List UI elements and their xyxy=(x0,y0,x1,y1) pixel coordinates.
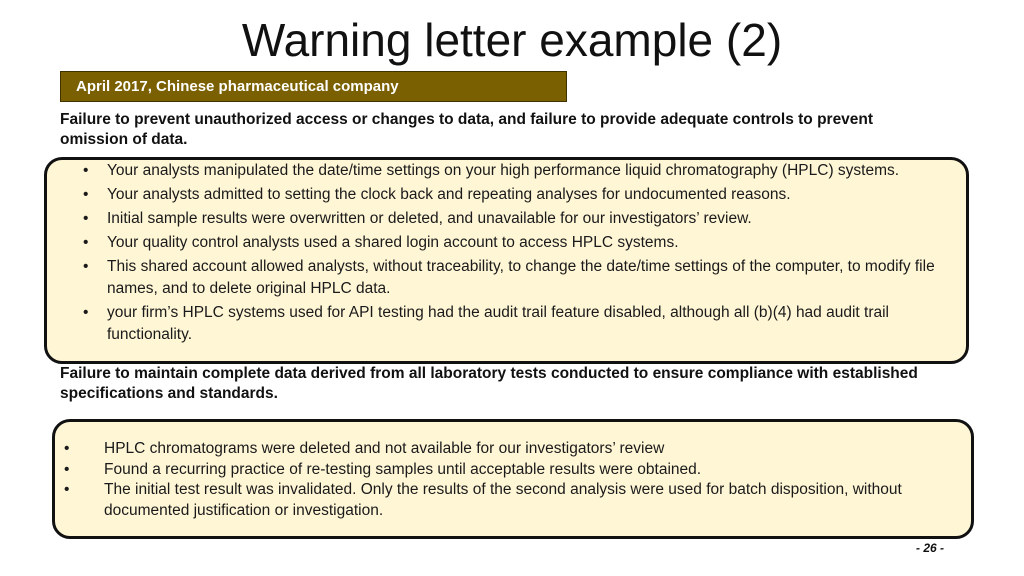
section1-heading: Failure to prevent unauthorized access or changes to data, and failure to provide adequate controls to prevent omission of data. xyxy=(60,111,874,148)
list-item xyxy=(64,460,944,481)
bullet-text: Your analysts admitted to setting the clock back and repeating analyses for undocumented reasons. xyxy=(107,186,791,203)
bullet-icon: • xyxy=(83,234,89,251)
section1-bullet-list xyxy=(80,160,950,348)
list-item xyxy=(64,480,944,521)
bullet-icon: • xyxy=(83,258,89,275)
bullet-icon: • xyxy=(64,481,70,498)
bullet-text: Initial sample results were overwritten or deleted, and unavailable for our investigators’ review. xyxy=(107,210,752,227)
bullet-icon: • xyxy=(64,440,70,457)
section2-bullet-list xyxy=(64,439,944,521)
slide-title: Warning letter example (2) xyxy=(241,14,783,66)
list-item xyxy=(80,232,950,254)
section2-heading: Failure to maintain complete data derived from all laboratory tests conducted to ensure compliance with established specifications and standards. xyxy=(60,365,918,402)
list-item xyxy=(80,302,950,346)
list-item xyxy=(80,256,950,300)
bullet-text: Found a recurring practice of re-testing samples until acceptable results were obtained. xyxy=(104,460,702,478)
company-date-banner: April 2017, Chinese pharmaceutical company xyxy=(60,71,567,102)
bullet-text: HPLC chromatograms were deleted and not available for our investigators’ review xyxy=(104,440,665,457)
bullet-icon: • xyxy=(83,162,89,179)
bullet-icon: • xyxy=(64,460,70,478)
page-number: - 26 - xyxy=(915,541,944,555)
bullet-text: This shared account allowed analysts, without traceability, to change the date/time settings of the computer, to modify file names, and to delete original HPLC data. xyxy=(107,258,935,297)
bullet-text: The initial test result was invalidated. Only the results of the second analysis were used for batch disposition, without documented justification or investigation. xyxy=(104,481,902,519)
list-item xyxy=(80,208,950,230)
bullet-icon: • xyxy=(83,210,89,227)
bullet-text: Your analysts manipulated the date/time settings on your high performance liquid chromatography (HPLC) systems. xyxy=(107,162,900,179)
list-item xyxy=(80,184,950,206)
list-item xyxy=(80,160,950,182)
list-item xyxy=(64,439,944,460)
bullet-text: your firm’s HPLC systems used for API testing had the audit trail feature disabled, although all (b)(4) had audit trail functionality. xyxy=(107,304,890,343)
bullet-text: Your quality control analysts used a shared login account to access HPLC systems. xyxy=(107,234,679,251)
bullet-icon: • xyxy=(83,186,89,203)
bullet-icon: • xyxy=(83,304,89,321)
